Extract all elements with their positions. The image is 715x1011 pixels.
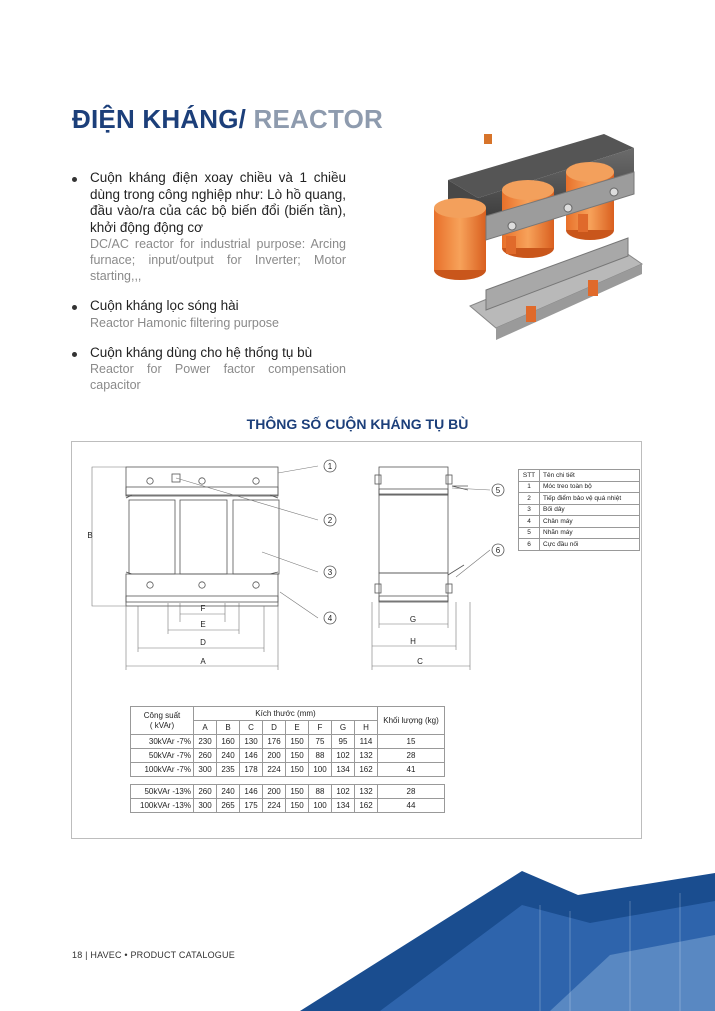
table-cell: 240 <box>217 749 240 763</box>
table-cell: 300 <box>194 763 217 777</box>
table-cell: 102 <box>332 785 355 799</box>
table-row <box>519 504 640 516</box>
list-item <box>70 298 346 331</box>
dim-label-h: H <box>410 637 416 646</box>
dim-label-a: A <box>200 657 206 666</box>
page-title <box>72 104 383 135</box>
dim-label-f: F <box>200 604 206 613</box>
row-header: 100kVAr -13% <box>131 799 194 813</box>
table-cell: 132 <box>355 749 378 763</box>
col-header: A <box>194 721 217 735</box>
table-cell: 88 <box>309 785 332 799</box>
col-header: D <box>263 721 286 735</box>
table-row <box>131 749 445 763</box>
table-cell: 95 <box>332 735 355 749</box>
list-item <box>70 345 346 394</box>
parts-header-name: Tên chi tiết <box>540 470 640 482</box>
table-cell: 5 <box>519 527 540 539</box>
table-cell: Tiếp điểm bảo vệ quá nhiệt <box>540 493 640 505</box>
table-cell: 260 <box>194 785 217 799</box>
table-cell: 28 <box>378 785 445 799</box>
col-header: B <box>217 721 240 735</box>
table-cell: 134 <box>332 799 355 813</box>
dim-label-g: G <box>409 615 417 624</box>
table-row <box>131 763 445 777</box>
parts-table <box>518 469 640 551</box>
table-spacer <box>131 777 445 785</box>
feature-en: DC/AC reactor for industrial purpose: Arcing furnace; input/output for Inverter; Motor starting,,, <box>90 237 346 283</box>
dim-label-b: B <box>87 531 93 540</box>
table-cell: 15 <box>378 735 445 749</box>
dim-label-d: D <box>200 638 206 647</box>
table-row <box>131 785 445 799</box>
dim-label-e: E <box>200 620 206 629</box>
table-cell: 162 <box>355 799 378 813</box>
table-cell: 235 <box>217 763 240 777</box>
feature-vn: Cuộn kháng lọc sóng hài <box>90 298 239 313</box>
table-cell: 1 <box>519 481 540 493</box>
col-header: E <box>286 721 309 735</box>
table-cell: 2 <box>519 493 540 505</box>
table-cell: 6 <box>519 539 540 551</box>
title-en: REACTOR <box>246 104 384 134</box>
col-header-weight: Khối lượng (kg) <box>378 707 445 735</box>
table-cell: 175 <box>240 799 263 813</box>
table-row <box>519 493 640 505</box>
table-cell: 160 <box>217 735 240 749</box>
feature-vn: Cuộn kháng điện xoay chiều và 1 chiều dùng trong công nghiệp như: Lò hồ quang, đầu vào/ra của các bộ biến đổi (biến tần), khởi động động cơ <box>90 170 346 235</box>
feature-en: Reactor Hamonic filtering purpose <box>90 315 279 330</box>
table-cell: 162 <box>355 763 378 777</box>
spacer-cell <box>131 777 445 785</box>
table-cell: 28 <box>378 749 445 763</box>
parts-header-stt: STT <box>519 470 540 482</box>
table-cell: 150 <box>286 785 309 799</box>
col-header-dimensions: Kích thước (mm) <box>194 707 378 721</box>
corner-decoration <box>300 865 715 1011</box>
callout-6: 6 <box>495 546 501 555</box>
table-row <box>519 481 640 493</box>
table-cell: 178 <box>240 763 263 777</box>
table-cell: 100 <box>309 763 332 777</box>
table-cell: 146 <box>240 749 263 763</box>
title-vn: ĐIỆN KHÁNG/ <box>72 104 247 134</box>
table-cell: 150 <box>286 799 309 813</box>
table-cell: 130 <box>240 735 263 749</box>
reactor-photo <box>428 128 648 378</box>
table-cell: 114 <box>355 735 378 749</box>
table-cell: Cực đầu nối <box>540 539 640 551</box>
table-row <box>519 539 640 551</box>
table-cell: 132 <box>355 785 378 799</box>
table-cell: 41 <box>378 763 445 777</box>
table-cell: 224 <box>263 799 286 813</box>
col-header: H <box>355 721 378 735</box>
table-cell: 88 <box>309 749 332 763</box>
dim-label-c: C <box>417 657 423 666</box>
table-cell: 100 <box>309 799 332 813</box>
row-header: 50kVAr -7% <box>131 749 194 763</box>
table-cell: 224 <box>263 763 286 777</box>
table-cell: 150 <box>286 749 309 763</box>
table-cell: 176 <box>263 735 286 749</box>
page-footer <box>72 950 235 960</box>
table-cell: 265 <box>217 799 240 813</box>
table-row <box>519 516 640 528</box>
table-cell: 134 <box>332 763 355 777</box>
col-header: G <box>332 721 355 735</box>
table-cell: Bối dây <box>540 504 640 516</box>
callout-1: 1 <box>327 462 333 471</box>
table-cell: 3 <box>519 504 540 516</box>
table-cell: 4 <box>519 516 540 528</box>
feature-vn: Cuộn kháng dùng cho hệ thống tụ bù <box>90 344 313 360</box>
table-row <box>131 735 445 749</box>
table-cell: 146 <box>240 785 263 799</box>
table-cell: 150 <box>286 735 309 749</box>
table-cell: 230 <box>194 735 217 749</box>
callout-5: 5 <box>495 486 501 495</box>
callout-3: 3 <box>327 568 333 577</box>
table-cell: 200 <box>263 785 286 799</box>
table-cell: Móc treo toàn bộ <box>540 481 640 493</box>
table-cell: Nhãn máy <box>540 527 640 539</box>
table-cell: 200 <box>263 749 286 763</box>
col-header: F <box>309 721 332 735</box>
page-number: 18 <box>72 950 83 960</box>
row-header: 50kVAr -13% <box>131 785 194 799</box>
table-cell: Chân máy <box>540 516 640 528</box>
row-header: 100kVAr -7% <box>131 763 194 777</box>
feature-en: Reactor for Power factor compensation capacitor <box>90 362 346 392</box>
list-item <box>70 170 346 284</box>
dimensions-table <box>130 706 445 813</box>
col-header: C <box>240 721 263 735</box>
footer-dot: • <box>121 950 131 960</box>
table-row <box>519 527 640 539</box>
table-cell: 260 <box>194 749 217 763</box>
row-header: 30kVAr -7% <box>131 735 194 749</box>
footer-brand: HAVEC <box>90 950 122 960</box>
table-cell: 44 <box>378 799 445 813</box>
table-cell: 240 <box>217 785 240 799</box>
table-cell: 150 <box>286 763 309 777</box>
table-cell: 102 <box>332 749 355 763</box>
footer-separator: | <box>82 950 91 960</box>
table-row <box>131 799 445 813</box>
spec-panel <box>71 441 642 839</box>
table-cell: 75 <box>309 735 332 749</box>
callout-4: 4 <box>327 614 333 623</box>
feature-list <box>70 170 346 407</box>
col-header-power: Công suất ( kVAr) <box>131 707 194 735</box>
footer-label: PRODUCT CATALOGUE <box>130 950 235 960</box>
table-cell: 300 <box>194 799 217 813</box>
callout-2: 2 <box>327 516 333 525</box>
spec-title: THÔNG SỐ CUỘN KHÁNG TỤ BÙ <box>246 416 469 432</box>
